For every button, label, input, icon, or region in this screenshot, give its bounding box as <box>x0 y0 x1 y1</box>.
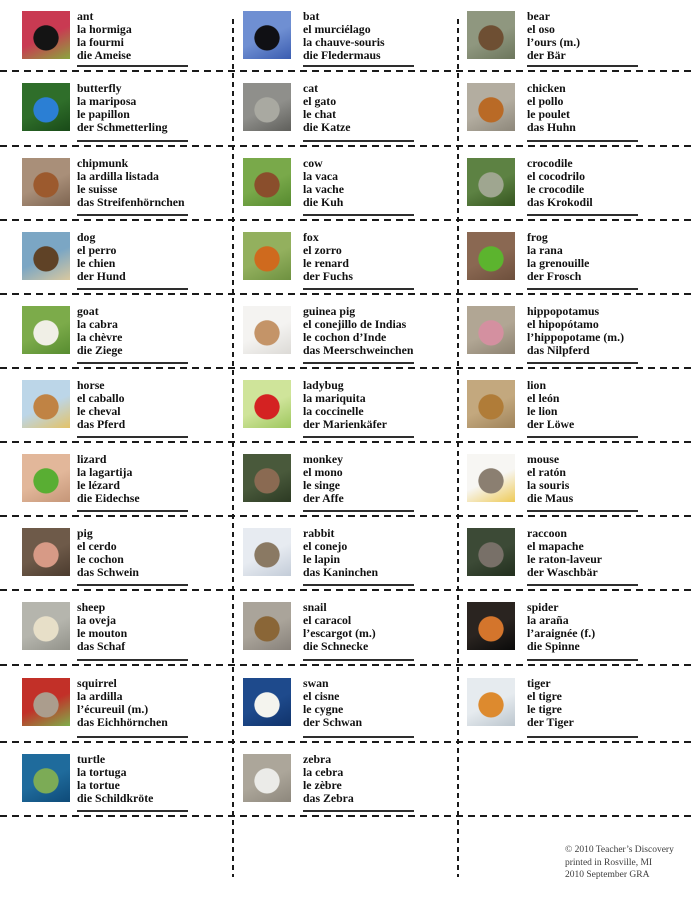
french-word: la chauve-souris <box>303 35 385 49</box>
german-word: das Kaninchen <box>303 565 379 579</box>
french-word: le poulet <box>527 107 570 121</box>
english-word: hippopotamus <box>527 304 600 318</box>
french-word: la chèvre <box>77 330 123 344</box>
writing-line <box>77 736 188 738</box>
ant-photo <box>22 11 70 59</box>
frog-photo <box>467 232 515 280</box>
french-word: le cochon <box>77 552 124 566</box>
card-horse <box>22 380 234 442</box>
spanish-word: el mono <box>303 465 343 479</box>
word-list <box>527 677 574 729</box>
french-word: le tigre <box>527 702 562 716</box>
german-word: die Fledermaus <box>303 48 381 62</box>
french-word: le chien <box>77 256 116 270</box>
vertical-cut-line-1 <box>232 19 234 877</box>
chicken-photo <box>467 83 515 131</box>
german-word: der Fuchs <box>303 269 353 283</box>
card-dog <box>22 232 234 294</box>
french-word: le lion <box>527 404 558 418</box>
english-word: swan <box>303 676 329 690</box>
french-word: le cheval <box>77 404 121 418</box>
german-word: der Schwan <box>303 715 363 729</box>
french-word: la grenouille <box>527 256 590 270</box>
german-word: die Schnecke <box>303 639 369 653</box>
spanish-word: la vaca <box>303 169 339 183</box>
german-word: der Hund <box>77 269 126 283</box>
card-pig <box>22 528 234 590</box>
card-chicken <box>467 83 679 145</box>
french-word: le renard <box>303 256 349 270</box>
word-list <box>303 10 385 62</box>
german-word: die Eidechse <box>77 491 140 505</box>
squirrel-photo <box>22 678 70 726</box>
spanish-word: la hormiga <box>77 22 132 36</box>
french-word: le crocodile <box>527 182 585 196</box>
crocodile-photo <box>467 158 515 206</box>
ladybug-photo <box>243 380 291 428</box>
word-list <box>77 231 126 283</box>
writing-line <box>303 810 414 812</box>
english-word: rabbit <box>303 526 335 540</box>
copyright-line-1: © 2010 Teacher’s Discovery <box>565 845 674 855</box>
english-word: tiger <box>527 676 551 690</box>
spanish-word: el tigre <box>527 689 562 703</box>
german-word: das Schaf <box>77 639 126 653</box>
spanish-word: el ratón <box>527 465 566 479</box>
french-word: le suisse <box>77 182 118 196</box>
french-word: le lézard <box>77 478 120 492</box>
english-word: spider <box>527 600 559 614</box>
writing-line <box>303 65 414 67</box>
word-list <box>77 379 125 431</box>
writing-line <box>527 436 638 438</box>
spanish-word: el caballo <box>77 391 125 405</box>
mouse-photo <box>467 454 515 502</box>
spanish-word: la mariposa <box>77 94 137 108</box>
card-butterfly <box>22 83 234 145</box>
french-word: la vache <box>303 182 344 196</box>
card-turtle <box>22 754 234 816</box>
english-word: raccoon <box>527 526 567 540</box>
french-word: la souris <box>527 478 570 492</box>
writing-line <box>77 436 188 438</box>
french-word: le papillon <box>77 107 130 121</box>
word-list <box>303 601 376 653</box>
writing-line <box>77 362 188 364</box>
horse-photo <box>22 380 70 428</box>
sheep-photo <box>22 602 70 650</box>
word-list <box>77 453 140 505</box>
english-word: squirrel <box>77 676 117 690</box>
german-word: der Löwe <box>527 417 575 431</box>
german-word: das Zebra <box>303 791 354 805</box>
german-word: der Tiger <box>527 715 574 729</box>
writing-line <box>303 510 414 512</box>
german-word: das Streifenhörnchen <box>77 195 185 209</box>
english-word: lizard <box>77 452 107 466</box>
german-word: der Frosch <box>527 269 582 283</box>
card-sheep <box>22 602 234 664</box>
writing-line <box>527 140 638 142</box>
writing-line <box>527 214 638 216</box>
german-word: der Bär <box>527 48 566 62</box>
horizontal-cut-line-9 <box>0 664 695 666</box>
goat-photo <box>22 306 70 354</box>
spanish-word: el hipopótamo <box>527 317 599 331</box>
spanish-word: el cisne <box>303 689 340 703</box>
german-word: die Katze <box>303 120 351 134</box>
turtle-photo <box>22 754 70 802</box>
copyright-block <box>565 844 674 882</box>
card-rabbit <box>243 528 455 590</box>
english-word: monkey <box>303 452 343 466</box>
spanish-word: la oveja <box>77 613 116 627</box>
writing-line <box>527 362 638 364</box>
spanish-word: el león <box>527 391 560 405</box>
word-list <box>77 10 132 62</box>
writing-line <box>77 584 188 586</box>
english-word: pig <box>77 526 93 540</box>
lion-photo <box>467 380 515 428</box>
english-word: chicken <box>527 81 566 95</box>
english-word: frog <box>527 230 548 244</box>
english-word: zebra <box>303 752 332 766</box>
english-word: crocodile <box>527 156 573 170</box>
word-list <box>77 601 127 653</box>
spanish-word: la lagartija <box>77 465 133 479</box>
hippopotamus-photo <box>467 306 515 354</box>
writing-line <box>303 736 414 738</box>
spanish-word: el oso <box>527 22 555 36</box>
vertical-cut-line-2 <box>457 19 459 877</box>
swan-photo <box>243 678 291 726</box>
copyright-line-2: printed in Rosville, MI <box>565 857 653 868</box>
english-word: cow <box>303 156 323 170</box>
french-word: la coccinelle <box>303 404 364 418</box>
german-word: das Pferd <box>77 417 126 431</box>
german-word: die Ameise <box>77 48 132 62</box>
english-word: snail <box>303 600 327 614</box>
french-word: le singe <box>303 478 341 492</box>
card-chipmunk <box>22 158 234 220</box>
word-list <box>77 305 123 357</box>
card-bat <box>243 11 455 73</box>
writing-line <box>77 659 188 661</box>
french-word: l’araignée (f.) <box>527 626 596 640</box>
english-word: lion <box>527 378 547 392</box>
card-lion <box>467 380 679 442</box>
card-ant <box>22 11 234 73</box>
chipmunk-photo <box>22 158 70 206</box>
word-list <box>303 231 353 283</box>
rabbit-photo <box>243 528 291 576</box>
german-word: der Schmetterling <box>77 120 168 134</box>
card-zebra <box>243 754 455 816</box>
writing-line <box>527 65 638 67</box>
english-word: dog <box>77 230 96 244</box>
spanish-word: la rana <box>527 243 563 257</box>
spanish-word: la araña <box>527 613 569 627</box>
german-word: das Schwein <box>77 565 139 579</box>
word-list <box>303 82 351 134</box>
word-list <box>77 677 168 729</box>
spanish-word: el perro <box>77 243 117 257</box>
spanish-word: la ardilla listada <box>77 169 159 183</box>
word-list <box>527 527 602 579</box>
writing-line <box>303 288 414 290</box>
german-word: der Waschbär <box>527 565 598 579</box>
french-word: la tortue <box>77 778 120 792</box>
writing-line <box>303 362 414 364</box>
writing-line <box>77 288 188 290</box>
word-list <box>527 82 576 134</box>
card-goat <box>22 306 234 368</box>
writing-line <box>303 214 414 216</box>
writing-line <box>77 214 188 216</box>
spanish-word: el gato <box>303 94 337 108</box>
horizontal-cut-line-2 <box>0 145 695 147</box>
card-crocodile <box>467 158 679 220</box>
french-word: le chat <box>303 107 337 121</box>
spanish-word: el murciélago <box>303 22 371 36</box>
german-word: der Marienkäfer <box>303 417 387 431</box>
english-word: horse <box>77 378 105 392</box>
english-word: turtle <box>77 752 106 766</box>
card-ladybug <box>243 380 455 442</box>
german-word: das Nilpferd <box>527 343 590 357</box>
word-list <box>303 527 378 579</box>
spanish-word: la mariquita <box>303 391 366 405</box>
fox-photo <box>243 232 291 280</box>
word-list <box>77 157 185 209</box>
french-word: le cygne <box>303 702 344 716</box>
snail-photo <box>243 602 291 650</box>
english-word: ladybug <box>303 378 344 392</box>
dog-photo <box>22 232 70 280</box>
word-list <box>303 379 387 431</box>
word-list <box>303 677 362 729</box>
german-word: das Krokodil <box>527 195 593 209</box>
word-list <box>527 601 595 653</box>
writing-line <box>303 436 414 438</box>
pig-photo <box>22 528 70 576</box>
raccoon-photo <box>467 528 515 576</box>
card-cat <box>243 83 455 145</box>
english-word: chipmunk <box>77 156 129 170</box>
writing-line <box>527 584 638 586</box>
spanish-word: la cebra <box>303 765 344 779</box>
zebra-photo <box>243 754 291 802</box>
writing-line <box>527 510 638 512</box>
spanish-word: el mapache <box>527 539 584 553</box>
german-word: das Huhn <box>527 120 576 134</box>
card-squirrel <box>22 678 234 740</box>
word-list <box>303 305 413 357</box>
german-word: das Meerschweinchen <box>303 343 414 357</box>
spanish-word: el zorro <box>303 243 342 257</box>
word-list <box>303 157 344 209</box>
card-frog <box>467 232 679 294</box>
bat-photo <box>243 11 291 59</box>
english-word: guinea pig <box>303 304 356 318</box>
french-word: le lapin <box>303 552 341 566</box>
spanish-word: el caracol <box>303 613 352 627</box>
tiger-photo <box>467 678 515 726</box>
word-list <box>77 527 139 579</box>
german-word: das Eichhörnchen <box>77 715 168 729</box>
french-word: le mouton <box>77 626 128 640</box>
card-bear <box>467 11 679 73</box>
english-word: bear <box>527 9 550 23</box>
writing-line <box>303 659 414 661</box>
word-list <box>527 305 624 357</box>
french-word: le zèbre <box>303 778 342 792</box>
card-hippopotamus <box>467 306 679 368</box>
french-word: le cochon d’Inde <box>303 330 387 344</box>
english-word: mouse <box>527 452 560 466</box>
cow-photo <box>243 158 291 206</box>
writing-line <box>527 288 638 290</box>
writing-line <box>77 510 188 512</box>
word-list <box>77 753 153 805</box>
word-list <box>527 157 593 209</box>
english-word: bat <box>303 9 320 23</box>
spanish-word: la ardilla <box>77 689 123 703</box>
writing-line <box>77 140 188 142</box>
card-spider <box>467 602 679 664</box>
english-word: sheep <box>77 600 106 614</box>
german-word: die Ziege <box>77 343 123 357</box>
bear-photo <box>467 11 515 59</box>
card-cow <box>243 158 455 220</box>
spanish-word: la cabra <box>77 317 118 331</box>
writing-line <box>77 65 188 67</box>
cat-photo <box>243 83 291 131</box>
french-word: la fourmi <box>77 35 124 49</box>
monkey-photo <box>243 454 291 502</box>
writing-line <box>303 584 414 586</box>
card-monkey <box>243 454 455 516</box>
card-guinea-pig <box>243 306 455 368</box>
spanish-word: el conejillo de Indias <box>303 317 407 331</box>
spider-photo <box>467 602 515 650</box>
writing-line <box>303 140 414 142</box>
german-word: die Schildkröte <box>77 791 154 805</box>
card-raccoon <box>467 528 679 590</box>
lizard-photo <box>22 454 70 502</box>
writing-line <box>527 736 638 738</box>
spanish-word: el cerdo <box>77 539 117 553</box>
horizontal-cut-line-10 <box>0 741 695 743</box>
french-word: l’hippopotame (m.) <box>527 330 624 344</box>
german-word: die Maus <box>527 491 574 505</box>
guinea-pig-photo <box>243 306 291 354</box>
french-word: l’escargot (m.) <box>303 626 376 640</box>
english-word: goat <box>77 304 99 318</box>
spanish-word: la tortuga <box>77 765 127 779</box>
word-list <box>527 231 589 283</box>
card-mouse <box>467 454 679 516</box>
card-fox <box>243 232 455 294</box>
word-list <box>527 379 574 431</box>
card-swan <box>243 678 455 740</box>
word-list <box>303 753 354 805</box>
spanish-word: el conejo <box>303 539 348 553</box>
word-list <box>303 453 344 505</box>
german-word: die Kuh <box>303 195 344 209</box>
writing-line <box>527 659 638 661</box>
card-lizard <box>22 454 234 516</box>
french-word: l’écureuil (m.) <box>77 702 149 716</box>
word-list <box>527 453 573 505</box>
writing-line <box>77 810 188 812</box>
card-snail <box>243 602 455 664</box>
french-word: l’ours (m.) <box>527 35 581 49</box>
english-word: fox <box>303 230 319 244</box>
english-word: ant <box>77 9 94 23</box>
butterfly-photo <box>22 83 70 131</box>
card-tiger <box>467 678 679 740</box>
german-word: der Affe <box>303 491 344 505</box>
german-word: die Spinne <box>527 639 580 653</box>
word-list <box>527 10 580 62</box>
english-word: butterfly <box>77 81 122 95</box>
spanish-word: el cocodrilo <box>527 169 585 183</box>
word-list <box>77 82 168 134</box>
spanish-word: el pollo <box>527 94 564 108</box>
copyright-line-3: 2010 September GRA <box>565 870 650 880</box>
french-word: le raton-laveur <box>527 552 603 566</box>
english-word: cat <box>303 81 319 95</box>
